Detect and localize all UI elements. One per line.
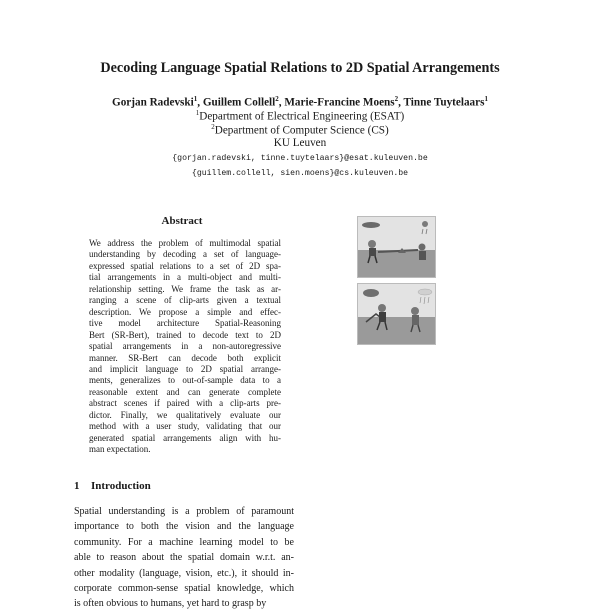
text-line: understanding by decoding a set of language-	[89, 249, 281, 260]
scene-panel-bottom	[357, 283, 436, 345]
email-line[interactable]: {guillem.collell, sien.moens}@cs.kuleuven.be	[191, 169, 409, 178]
text-line: ranging a scene of clip-arts given a textual	[89, 295, 281, 306]
affiliation-text: Department of Electrical Engineering (ESAT)	[199, 110, 405, 123]
clipart-scene-illustration	[358, 217, 435, 277]
text-line: able to reason about the spatial domain w.r.t. an-	[74, 552, 294, 564]
affiliation-line	[0, 123, 600, 137]
affiliation-mark: 2	[211, 123, 215, 131]
email-line[interactable]: {gorjan.radevski, tinne.tuytelaars}@esat.kuleuven.be	[172, 154, 428, 163]
section-title: Introduction	[91, 480, 151, 492]
text-line: importance to both the vision and the language	[74, 521, 294, 533]
text-line: reasonable extent and can generate complete	[89, 386, 281, 397]
text-line: We address the problem of multimodal spatial	[89, 238, 281, 248]
author-name: Marie-Francine Moens	[284, 96, 395, 109]
text-line: relationship setting. We frame the task as ar-	[89, 283, 281, 294]
text-line: tive model architecture Spatial-Reasoning	[89, 318, 281, 329]
section-heading	[74, 480, 151, 492]
text-line: expressed spatial relations to a set of 2D spa-	[89, 260, 281, 271]
affiliation-text: Department of Computer Science (CS)	[214, 124, 389, 137]
author-affiliation-mark: 1	[193, 95, 198, 103]
text-line: Bert (SR-Bert), trained to decode text to 2D	[89, 329, 281, 340]
text-line: man expectation.	[89, 444, 151, 455]
author-separator: ,	[398, 96, 404, 109]
affiliation-mark: 1	[195, 109, 200, 117]
text-line: manner. SR-Bert can decode both explicit	[89, 352, 281, 363]
author-list	[0, 95, 600, 109]
abstract-body	[89, 238, 281, 456]
author-separator: ,	[278, 96, 285, 109]
text-line: community. For a machine learning model to be	[74, 536, 294, 548]
section-number: 1	[74, 480, 80, 492]
teaser-figure	[357, 216, 434, 345]
introduction-body	[74, 504, 294, 612]
author-name: Tinne Tuytelaars	[403, 96, 485, 109]
text-line: other modality (language, vision, etc.), it should in-	[74, 567, 294, 579]
author-name: Guillem Collell	[202, 96, 276, 109]
text-line: generated spatial arrangements align with hu-	[89, 432, 281, 443]
text-line: corporate common-sense spatial knowledge, which	[74, 583, 294, 595]
clipart-scene-illustration	[358, 284, 435, 344]
affiliation-line	[0, 109, 600, 123]
text-line: is often obvious to humans, yet hard to grasp by	[74, 598, 267, 610]
text-line: and implicit language to 2D spatial arrange-	[89, 363, 281, 374]
text-line: method with a user study, validating that our	[89, 421, 281, 432]
text-line: dictor. Finally, we qualitatively evaluate our	[89, 409, 281, 420]
university: KU Leuven	[273, 137, 327, 149]
abstract-heading: Abstract	[161, 215, 203, 227]
author-affiliation-mark: 1	[484, 95, 488, 103]
text-line: tial arrangements in a multi-object and multi-	[89, 272, 281, 283]
text-line: ments, generalizes to out-of-sample data to a	[89, 375, 281, 386]
author-separator: ,	[197, 96, 203, 109]
author-affiliation-mark: 2	[275, 95, 279, 103]
author-name: Gorjan Radevski	[112, 96, 194, 109]
text-line: description. We propose a simple and effec-	[89, 306, 281, 317]
text-line: abstract scenes if paired with a clip-arts pre-	[89, 398, 281, 409]
text-line: spatial arrangements in a non-autoregressive	[89, 341, 281, 352]
author-affiliation-mark: 2	[394, 95, 399, 103]
scene-panel-top	[357, 216, 436, 278]
text-line: Spatial understanding is a problem of paramount	[74, 506, 294, 517]
paper-title: Decoding Language Spatial Relations to 2D Spatial Arrangements	[100, 60, 500, 76]
